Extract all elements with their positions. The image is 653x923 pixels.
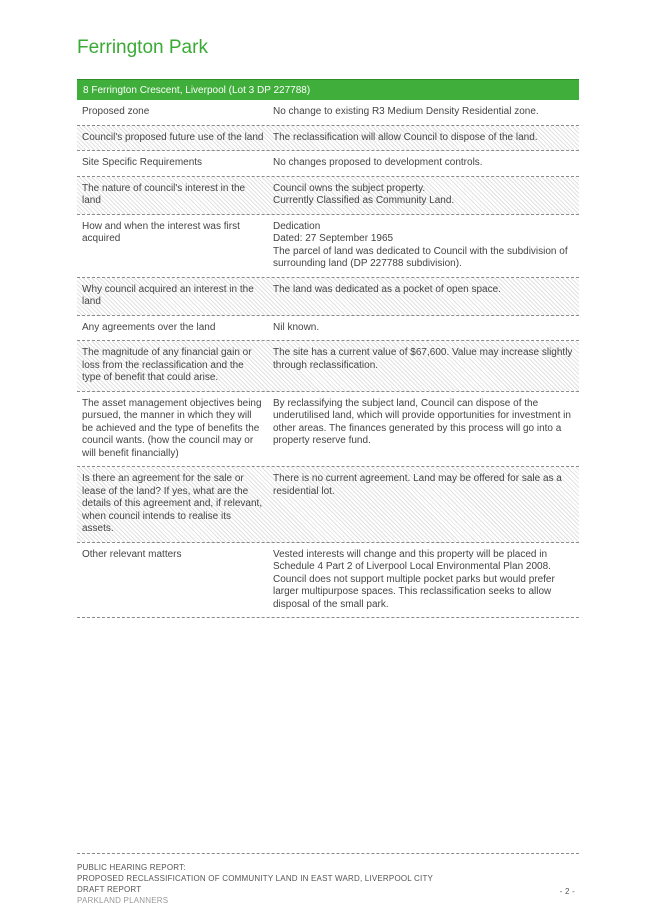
row-value: There is no current agreement. Land may be offered for sale as a residential lot. — [273, 473, 562, 497]
row-label: Other relevant matters — [82, 548, 182, 560]
footer-author: PARKLAND PLANNERS — [77, 896, 169, 905]
row-label: Is there an agreement for the sale or lease of the land? If yes, what are the details of this agreement and, if relevant, when council intends to realise its assets. — [82, 473, 263, 534]
row-value: No changes proposed to development controls. — [273, 157, 483, 168]
row-label: The nature of council's interest in the land — [82, 182, 246, 206]
row-value: Dedication Dated: 27 September 1965 The parcel of land was dedicated to Council with the subdivision of surrounding land (DP 227788 subdivision). — [273, 220, 568, 269]
row-label: Site Specific Requirements — [82, 157, 203, 168]
table-body — [77, 100, 579, 618]
table-row — [77, 151, 579, 177]
footer-report-status: DRAFT REPORT — [77, 885, 142, 894]
property-table — [77, 79, 579, 618]
table-row — [77, 100, 579, 126]
row-value: By reclassifying the subject land, Council can dispose of the underutilised land, which will provide opportunities for investment in other areas. The finances generated by this process will go into a property reserve fund. — [273, 397, 571, 446]
table-row — [77, 543, 579, 619]
table-row — [77, 177, 579, 215]
row-label: The magnitude of any financial gain or loss from the reclassification and the type of benefit that could arise. — [82, 347, 252, 383]
row-label: Why council acquired an interest in the land — [82, 283, 254, 307]
row-value: Nil known. — [273, 321, 320, 333]
row-value: The reclassification will allow Council to dispose of the land. — [273, 131, 538, 143]
row-value: No change to existing R3 Medium Density Residential zone. — [273, 106, 539, 117]
row-label: Any agreements over the land — [82, 321, 216, 333]
footer-report-title: PROPOSED RECLASSIFICATION OF COMMUNITY LAND IN EAST WARD, LIVERPOOL CITY — [77, 874, 434, 883]
table-row — [77, 341, 579, 392]
row-label: Council's proposed future use of the land — [82, 131, 264, 143]
row-value: The site has a current value of $67,600. Value may increase slightly through reclassification. — [273, 347, 573, 371]
page-number: - 2 - — [559, 887, 575, 896]
table-row — [77, 392, 579, 468]
table-row — [77, 316, 579, 342]
row-label: Proposed zone — [82, 106, 150, 117]
table-row — [77, 126, 579, 152]
row-value: Vested interests will change and this property will be placed in Schedule 4 Part 2 of Liverpool Local Environmental Plan 2008. Council does not support multiple pocket parks but would prefer larger multipurpose spaces. This reclassification seeks to allow disposal of the small park. — [273, 548, 555, 610]
table-header: 8 Ferrington Crescent, Liverpool (Lot 3 DP 227788) — [77, 79, 579, 100]
row-label: How and when the interest was first acquired — [82, 220, 240, 244]
table-row — [77, 467, 579, 543]
page-footer — [77, 853, 579, 906]
footer-report-type: PUBLIC HEARING REPORT: — [77, 863, 186, 872]
table-row — [77, 215, 579, 278]
page-title: Ferrington Park — [77, 37, 208, 58]
table-row — [77, 278, 579, 316]
row-value: The land was dedicated as a pocket of open space. — [273, 283, 501, 295]
row-label: The asset management objectives being pursued, the manner in which they will be achieved and the type of benefits the council wants. (how the council may or will benefit financially) — [82, 397, 262, 459]
row-value: Council owns the subject property. Currently Classified as Community Land. — [273, 182, 455, 206]
